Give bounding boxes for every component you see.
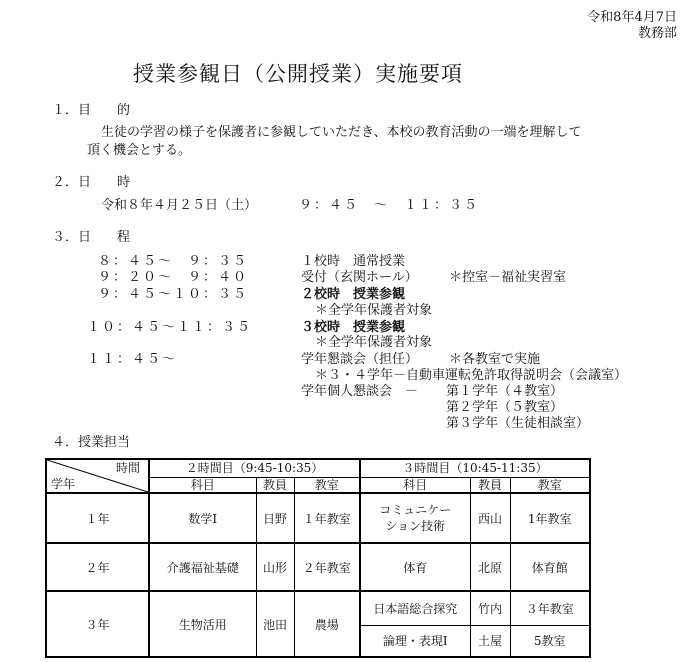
teacher-cell: 山形 xyxy=(256,543,294,591)
col-room-p3: 教室 xyxy=(510,477,590,493)
teacher-cell: 北原 xyxy=(470,543,510,591)
teacher-cell: 竹内 xyxy=(470,591,510,625)
teacher-cell: 日野 xyxy=(256,493,294,543)
schedule-note-8: 第３学年（生徒相談室） xyxy=(446,416,590,431)
schedule-item-4-note: ＊全学年保護者対象 xyxy=(315,335,433,350)
room-cell: 体育館 xyxy=(510,543,590,591)
teacher-cell: 西山 xyxy=(470,493,510,543)
subject-cell: 生物活用 xyxy=(149,591,256,657)
room-cell: 農場 xyxy=(294,591,360,657)
room-cell: １年教室 xyxy=(294,493,360,543)
table-row xyxy=(46,493,590,543)
col-teacher-p3: 教員 xyxy=(470,477,510,493)
grade-cell: １年 xyxy=(46,493,149,543)
subject-line: コミュニケー xyxy=(379,503,452,517)
section-datetime-heading: ２．日 時 xyxy=(52,175,131,190)
section-schedule-heading: ３．日 程 xyxy=(52,230,131,245)
page-title: 授業参観日（公開授業）実施要項 xyxy=(133,62,463,86)
purpose-text-line2: 頂く機会とする。 xyxy=(87,143,192,158)
section-purpose-heading: １．目 的 xyxy=(52,103,131,118)
teacher-table xyxy=(45,458,591,658)
grade-cell: ２年 xyxy=(46,543,149,591)
room-cell: ２年教室 xyxy=(294,543,360,591)
subject-cell: 日本語総合探究 xyxy=(360,591,470,625)
purpose-text-line1: 生徒の学習の様子を保護者に参観していただき、本校の教育活動の一端を理解して xyxy=(101,125,582,140)
event-date: 令和８年４月２５日（土） xyxy=(101,198,258,213)
schedule-note-2: ＊控室－福祉実習室 xyxy=(449,270,567,285)
schedule-item-1: １校時 通常授業 xyxy=(301,254,406,269)
schedule-time-2: ９：２０～ ９：４０ xyxy=(98,270,249,285)
schedule-time-4: １０：４５～１１：３５ xyxy=(87,320,253,335)
schedule-time-5: １１：４５～ xyxy=(87,352,178,367)
event-time: ９：４５ ～ １１：３５ xyxy=(299,198,480,213)
col-subject-p2: 科目 xyxy=(149,477,256,493)
schedule-item-3-note: ＊全学年保護者対象 xyxy=(315,303,433,318)
schedule-item-6: 学年個人懇談会 － xyxy=(301,384,419,399)
schedule-note-6: 第１学年（４教室） xyxy=(446,384,564,399)
corner-label-time: 時間 xyxy=(115,461,140,475)
schedule-item-4: ３校時 授業参観 xyxy=(301,320,406,335)
table-corner-cell xyxy=(46,459,149,493)
schedule-note-5: ＊各教室で実施 xyxy=(449,352,541,367)
teacher-cell: 土屋 xyxy=(470,625,510,657)
col-room-p2: 教室 xyxy=(294,477,360,493)
grade-cell: ３年 xyxy=(46,591,149,657)
schedule-note-7: 第２学年（５教室） xyxy=(446,400,564,415)
subject-cell: 体育 xyxy=(360,543,470,591)
col-teacher-p2: 教員 xyxy=(256,477,294,493)
subject-cell: 数学Ⅰ xyxy=(149,493,256,543)
room-cell: ３年教室 xyxy=(510,591,590,625)
schedule-item-2: 受付（玄関ホール） xyxy=(301,270,418,285)
schedule-item-5: 学年懇談会（担任） xyxy=(301,352,419,367)
table-row xyxy=(46,591,590,625)
issue-date: 令和8年4月7日 xyxy=(587,10,677,25)
corner-label-grade: 学年 xyxy=(51,477,76,491)
room-cell: 5教室 xyxy=(510,625,590,657)
table-row xyxy=(46,543,590,591)
schedule-time-1: ８：４５～ ９：３５ xyxy=(98,254,249,269)
section-teachers-heading: ４．授業担当 xyxy=(52,435,131,450)
subject-cell: 介護福祉基礎 xyxy=(149,543,256,591)
subject-cell xyxy=(360,493,470,543)
schedule-item-5-note: ＊３・４学年－自動車運転免許取得説明会（会議室） xyxy=(315,368,628,383)
schedule-time-3: ９：４５～１０：３５ xyxy=(98,287,249,302)
period2-header: ２時間目（9:45-10:35） xyxy=(149,459,360,477)
period3-header: ３時間目（10:45-11:35） xyxy=(360,459,590,477)
col-subject-p3: 科目 xyxy=(360,477,470,493)
department: 教務部 xyxy=(637,26,677,41)
schedule-item-3: ２校時 授業参観 xyxy=(301,287,406,302)
subject-line: ション技術 xyxy=(385,519,446,533)
teacher-cell: 池田 xyxy=(256,591,294,657)
subject-cell: 論理・表現Ⅰ xyxy=(360,625,470,657)
room-cell: 1年教室 xyxy=(510,493,590,543)
